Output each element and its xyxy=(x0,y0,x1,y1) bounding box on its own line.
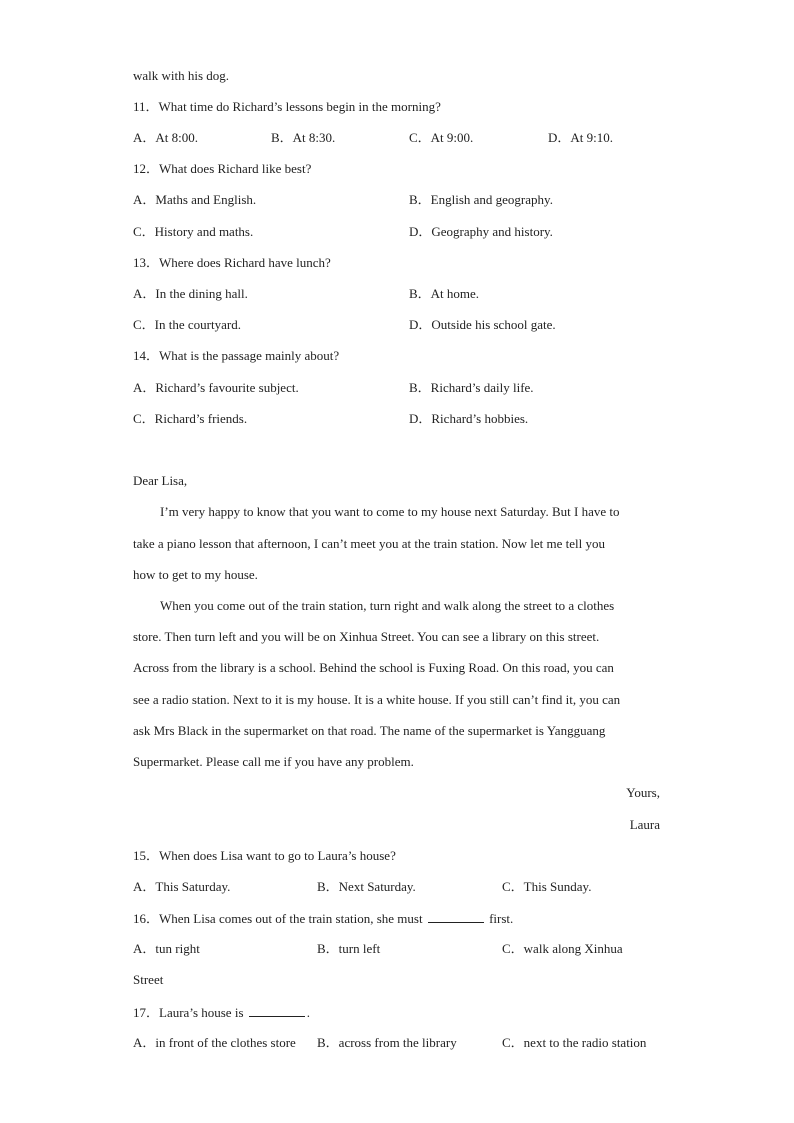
letter-paragraph-2-line: store. Then turn left and you will be on Xinhua Street. You can see a library on this street. xyxy=(133,629,600,644)
letter-paragraph-2-line: When you come out of the train station, turn right and walk along the street to a clothes xyxy=(160,598,615,613)
option-14-b[interactable]: B．Richard’s daily life. xyxy=(409,380,534,395)
option-12-b[interactable]: B．English and geography. xyxy=(409,192,553,207)
passage-tail: walk with his dog. xyxy=(133,68,230,83)
option-11-c[interactable]: C．At 9:00. xyxy=(409,130,474,145)
option-17-c[interactable]: C．next to the radio station xyxy=(502,1035,647,1050)
letter-paragraph-1-line: take a piano lesson that afternoon, I can’t meet you at the train station. Now let me tell you xyxy=(133,536,605,551)
answer-blank[interactable] xyxy=(249,1004,305,1017)
option-15-c[interactable]: C．This Sunday. xyxy=(502,879,592,894)
option-16-b[interactable]: B．turn left xyxy=(317,941,381,956)
letter-paragraph-2-line: Across from the library is a school. Behind the school is Fuxing Road. On this road, you can xyxy=(133,660,614,675)
option-14-d[interactable]: D．Richard’s hobbies. xyxy=(409,411,529,426)
option-16-c-wrap: Street xyxy=(133,972,164,987)
option-12-d[interactable]: D．Geography and history. xyxy=(409,224,553,239)
option-11-b[interactable]: B．At 8:30. xyxy=(271,130,336,145)
option-13-b[interactable]: B．At home. xyxy=(409,286,480,301)
option-16-a[interactable]: A．tun right xyxy=(133,941,200,956)
option-14-a[interactable]: A．Richard’s favourite subject. xyxy=(133,380,299,395)
letter-paragraph-1-line: I’m very happy to know that you want to come to my house next Saturday. But I have to xyxy=(160,504,620,519)
question-11 xyxy=(133,99,441,115)
question-17: 17．Laura’s house is . xyxy=(133,1005,310,1020)
option-15-a[interactable]: A．This Saturday. xyxy=(133,879,231,894)
question-14: 14．What is the passage mainly about? xyxy=(133,348,340,363)
option-12-a[interactable]: A．Maths and English. xyxy=(133,192,257,207)
option-13-a[interactable]: A．In the dining hall. xyxy=(133,286,248,301)
option-17-a[interactable]: A．in front of the clothes store xyxy=(133,1035,296,1050)
letter-paragraph-2-line: Supermarket. Please call me if you have any problem. xyxy=(133,754,414,769)
option-11-d[interactable]: D．At 9:10. xyxy=(548,130,614,145)
letter-greeting: Dear Lisa, xyxy=(133,473,188,488)
letter-signature: Laura xyxy=(629,817,660,832)
option-12-c[interactable]: C．History and maths. xyxy=(133,224,254,239)
option-17-b[interactable]: B．across from the library xyxy=(317,1035,457,1050)
question-12: 12．What does Richard like best? xyxy=(133,161,312,176)
question-15: 15．When does Lisa want to go to Laura’s house? xyxy=(133,848,396,863)
option-11-a[interactable]: A．At 8:00. xyxy=(133,130,199,145)
question-number: 11． xyxy=(133,99,159,114)
option-13-d[interactable]: D．Outside his school gate. xyxy=(409,317,556,332)
letter-closing: Yours, xyxy=(626,785,660,800)
answer-blank[interactable] xyxy=(428,910,484,923)
letter-paragraph-1-line: how to get to my house. xyxy=(133,567,258,582)
option-16-c[interactable]: C．walk along Xinhua xyxy=(502,941,623,956)
question-13: 13．Where does Richard have lunch? xyxy=(133,255,331,270)
question-16: 16．When Lisa comes out of the train station, she must first. xyxy=(133,911,514,926)
option-13-c[interactable]: C．In the courtyard. xyxy=(133,317,241,332)
option-15-b[interactable]: B．Next Saturday. xyxy=(317,879,416,894)
letter-paragraph-2-line: see a radio station. Next to it is my house. It is a white house. If you still can’t find it, you can xyxy=(133,692,621,707)
question-text: What time do Richard’s lessons begin in the morning? xyxy=(158,99,441,114)
option-14-c[interactable]: C．Richard’s friends. xyxy=(133,411,248,426)
letter-paragraph-2-line: ask Mrs Black in the supermarket on that road. The name of the supermarket is Yangguang xyxy=(133,723,606,738)
